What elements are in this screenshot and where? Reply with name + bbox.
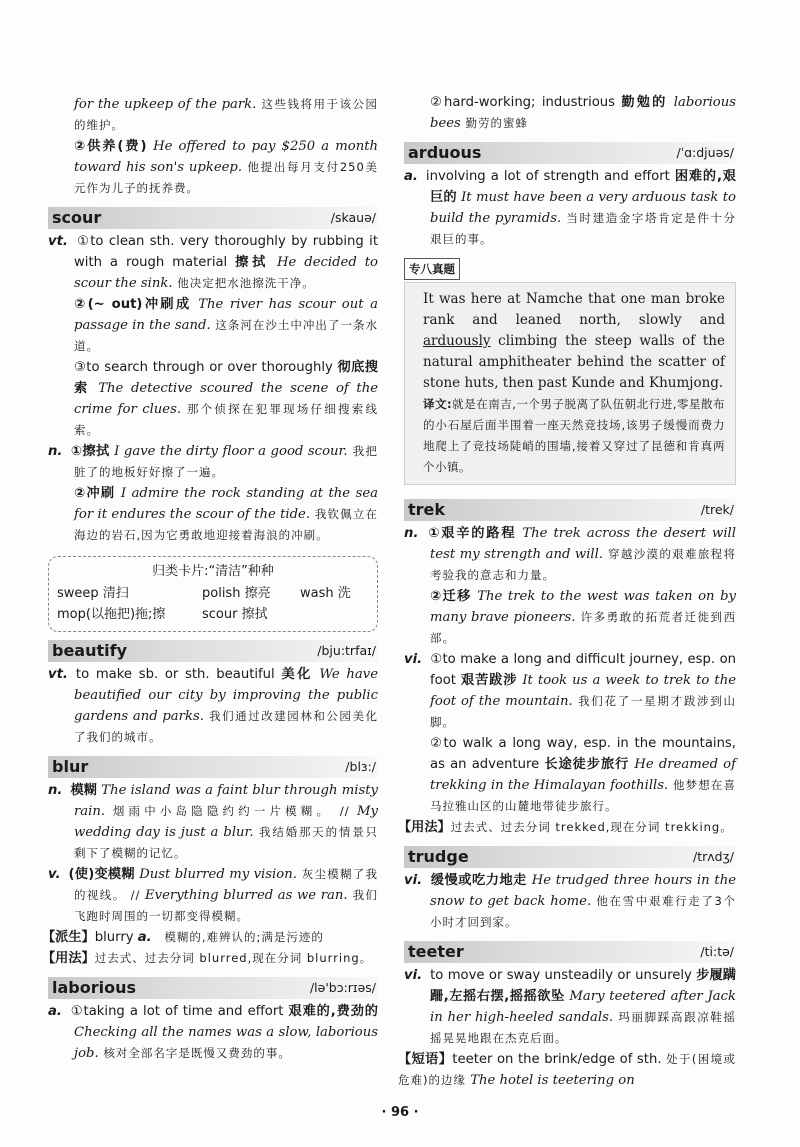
card-entry: polish 擦亮 [202, 586, 271, 601]
example: I gave the dirty floor a good scour. [109, 444, 348, 459]
part-of-speech: a. [404, 169, 418, 184]
card-entry: sweep 清扫 [57, 586, 129, 601]
phonetic: /ˈɑ:djuəs/ [676, 145, 734, 160]
phrase-label: 【短语】 [398, 1052, 453, 1067]
translation: 玛丽脚踩高跟凉鞋摇摇晃晃地跟在杰克后面。 [430, 1010, 737, 1045]
blur-verb [48, 864, 378, 927]
trek-usage [398, 817, 736, 838]
translation: 他决定把水池擦洗干净。 [172, 276, 315, 290]
sense-keyword: 步履蹒跚,左摇右摆,摇摇欲坠 [430, 968, 736, 1004]
example: The trek to the west was taken on by many brave pioneers. [430, 589, 736, 625]
translation: 这些钱将用于该公园的维护。 [74, 97, 378, 132]
teeter-phrase [398, 1049, 736, 1091]
exam-tag: 专八真题 [404, 258, 460, 280]
laborious-sense-2 [404, 92, 736, 134]
example: We have beautified our city by improving the public gardens and parks. [74, 667, 379, 724]
headword-bar-teeter [404, 941, 736, 963]
definition: involving a lot of strength and effort [425, 169, 675, 184]
card-entry: mop(以拖把)拖;擦 [57, 607, 166, 622]
trek-verb-2 [404, 733, 736, 817]
translation: 许多勇敢的拓荒者迁徙到西部。 [430, 610, 736, 645]
headword: arduous [408, 143, 482, 162]
example: Dust blurred my vision. [134, 867, 297, 882]
phrase: teeter on the brink/edge of sth. [452, 1052, 667, 1067]
translation: 他提出每月支付250美元作为儿子的抚养费。 [74, 160, 378, 195]
translation: 穿越沙漠的艰难旅程将考验我的意志和力量。 [430, 547, 736, 582]
phonetic: /ti:tə/ [700, 944, 734, 959]
example: Checking all the names was a slow, laborious job. [74, 1025, 378, 1061]
example: laborious bees [430, 95, 736, 131]
phonetic: /bju:trfaɪ/ [317, 643, 376, 658]
laborious-sense-1 [48, 1001, 378, 1064]
headword-bar-arduous [404, 142, 736, 164]
card-row [57, 604, 369, 625]
sense-keyword: 艰难的,费劲的 [288, 1004, 378, 1019]
headword: blur [52, 757, 89, 776]
translation-text: 就是在南吉,一个男子脱离了队伍朝北行进,零星散布的小石屋后面半围着一座天然竞技场,该男子缓慢而费力地爬上了竞技场陡峭的围墙,接着又穿过了昆德和肯真两个小镇。 [423, 397, 725, 474]
translation: 我结婚那天的情景只剩下了模糊的记忆。 [74, 825, 378, 860]
sense-keyword: ②迁移 [430, 589, 472, 604]
sense-keyword: 美化 [281, 667, 313, 682]
usage-text: 过去式、过去分词 trekked,现在分词 trekking。 [450, 820, 733, 834]
example: My wedding day is just a blur. [74, 804, 378, 840]
translation: 我把脏了的地板好好擦了一遍。 [74, 444, 378, 479]
part-of-speech: a. [137, 930, 152, 945]
translation: 勤劳的蜜蜂 [460, 116, 528, 130]
example: The trek across the desert will test my strength and will. [430, 526, 736, 562]
card-entry: wash 洗 [300, 586, 351, 601]
sense-keyword: ②冲刷 [74, 486, 116, 501]
phonetic: /skauə/ [330, 210, 376, 225]
translation-label: 译文: [423, 397, 453, 411]
headword-bar-scour [48, 207, 378, 229]
teeter-sense [404, 965, 736, 1049]
usage-text: 过去式、过去分词 blurred,现在分词 blurring。 [94, 951, 373, 965]
example: He decided to scour the sink. [74, 255, 378, 291]
part-of-speech: n. [404, 526, 419, 541]
scour-sense-2 [48, 294, 378, 357]
trek-verb-1 [404, 649, 736, 733]
sense-keyword: ①擦拭 [70, 444, 110, 459]
sense-keyword: ②(~ out)冲刷成 [74, 297, 192, 312]
translation: 灰尘模糊了我的视线。 // [74, 867, 378, 902]
example: The island was a faint blur through misty rain. [74, 783, 379, 819]
passage-text: climbing the steep walls of the natural amphitheater behind the scatter of stone huts, then past Kunde and Khumjong. [423, 333, 725, 391]
example: The detective scoured the scene of the crime for clues. [74, 381, 378, 417]
arduous-sense [404, 166, 736, 250]
definition: ①to make a long and difficult journey, esp. on foot [430, 652, 736, 688]
definition: ①to clean sth. very thoroughly by rubbing it with a rough material [74, 234, 378, 270]
definition: to make sb. or sth. beautiful [75, 667, 282, 682]
headword-bar-laborious [48, 977, 378, 999]
translation: 我们飞跑时周围的一切都变得模糊。 [74, 888, 379, 923]
headword-bar-blur [48, 756, 378, 778]
exam-passage-box [404, 282, 736, 485]
sense-keyword: 勤勉的 [621, 95, 668, 110]
sense-keyword: 彻底搜索 [74, 360, 378, 396]
example: He dreamed of trekking in the Himalayan foothills. [430, 757, 736, 793]
example: Mary teetered after Jack in her high-heeled sandals. [430, 989, 736, 1025]
headword: beautify [52, 641, 128, 660]
usage-label: 【用法】 [42, 951, 95, 966]
derivative-label: 【派生】 [42, 930, 95, 945]
headword-bar-trudge [404, 846, 736, 868]
example: Everything blurred as we ran. [140, 888, 348, 903]
category-card [48, 556, 378, 632]
trek-noun-2 [404, 586, 736, 649]
passage-translation [423, 394, 725, 478]
translation: 模糊的,难辨认的;满是污迹的 [159, 930, 324, 944]
beautify-sense [48, 664, 378, 748]
translation: 他在雪中艰难行走了3个小时才回到家。 [430, 894, 736, 929]
trek-noun-1 [404, 523, 736, 586]
part-of-speech: vt. [48, 234, 68, 249]
example: The hotel is teetering on [466, 1073, 635, 1088]
translation: 我钦佩立在海边的岩石,因为它勇敢地迎接着海浪的冲刷。 [74, 507, 378, 542]
blur-derivative [42, 927, 378, 948]
part-of-speech: vi. [404, 652, 423, 667]
phonetic: /trek/ [700, 502, 734, 517]
derivative-word: blurry [94, 930, 138, 945]
definition: ③to search through or over thoroughly [74, 360, 338, 375]
phonetic: /blɜ:/ [345, 759, 376, 774]
upkeep-continuation [48, 94, 378, 136]
sense-keyword: 困难的,艰巨的 [430, 169, 736, 205]
translation: 处于(困境或危难)的边缘 [398, 1052, 736, 1087]
part-of-speech: vi. [404, 873, 423, 888]
headword: trudge [408, 847, 469, 866]
translation: 他梦想在喜马拉雅山区的山麓地带徒步旅行。 [430, 778, 736, 813]
blur-noun [48, 780, 378, 864]
usage-label: 【用法】 [398, 820, 451, 835]
translation: 核对全部名字是既慢又费劲的事。 [98, 1046, 291, 1060]
trudge-sense [404, 870, 736, 933]
sense-keyword: 缓慢或吃力地走 [430, 873, 527, 888]
scour-sense-1 [48, 231, 378, 294]
phonetic: /trʌdʒ/ [692, 849, 734, 864]
sense-keyword: 擦拭 [235, 255, 270, 270]
example: The river has scour out a passage in the sand. [74, 297, 378, 333]
headword-bar-beautify [48, 640, 378, 662]
headword: trek [408, 500, 446, 519]
right-column [398, 0, 737, 1091]
part-of-speech: n. [48, 783, 63, 798]
scour-noun-1 [48, 441, 378, 483]
scour-noun-2 [48, 483, 378, 546]
left-column [42, 0, 379, 1064]
example: He trudged three hours in the snow to get back home. [430, 873, 736, 909]
card-row [57, 583, 369, 604]
card-entry: scour 擦拭 [202, 607, 268, 622]
passage-text: It was here at Namche that one man broke rank and leaned north, slowly and [423, 291, 725, 328]
definition: to move or sway unsteadily or unsurely [430, 968, 697, 983]
sense-keyword: 长途徒步旅行 [544, 757, 630, 772]
translation: 我们通过改建园林和公园美化了我们的城市。 [74, 709, 378, 744]
sense-keyword: ②供养(费) [74, 139, 154, 154]
headword: teeter [408, 942, 464, 961]
upkeep-sense-2 [48, 136, 378, 199]
sense-keyword: ①艰辛的路程 [426, 526, 517, 541]
part-of-speech: vi. [404, 968, 423, 983]
scour-sense-3 [48, 357, 378, 441]
translation: 当时建造金字塔肯定是件十分艰巨的事。 [430, 211, 737, 246]
sense-keyword: 模糊 [70, 783, 98, 798]
part-of-speech: n. [48, 444, 63, 459]
example: for the upkeep of the park. [74, 97, 257, 112]
sense-keyword: 艰苦跋涉 [461, 673, 518, 688]
blur-usage [42, 948, 378, 969]
translation: 这条河在沙土中冲出了一条水道。 [74, 318, 378, 353]
part-of-speech: v. [48, 867, 61, 882]
example: It took us a week to trek to the foot of the mountain. [430, 673, 737, 709]
headword-bar-trek [404, 499, 736, 521]
headword: scour [52, 208, 102, 227]
exam-passage [423, 289, 725, 394]
part-of-speech: vt. [48, 667, 68, 682]
passage-highlight: arduously [423, 333, 491, 349]
translation: 我们花了一星期才跋涉到山脚。 [430, 694, 736, 729]
card-title: 归类卡片:“清洁”种种 [152, 564, 274, 579]
page-number: · 96 · [381, 1105, 419, 1120]
translation: 那个侦探在犯罪现场仔细搜索线索。 [74, 402, 378, 437]
example: He offered to pay $250 a month toward his son's upkeep. [74, 139, 378, 175]
definition: ②to walk a long way, esp. in the mountains, as an adventure [430, 736, 736, 772]
example: I admire the rock standing at the sea for it endures the scour of the tide. [74, 486, 378, 522]
example: It must have been a very arduous task to build the pyramids. [430, 190, 737, 226]
translation: 烟雨中小岛隐隐约约一片模糊。 // [105, 804, 350, 818]
definition: ①taking a lot of time and effort [69, 1004, 289, 1019]
phonetic: /lə'bɔ:rɪəs/ [309, 980, 376, 995]
headword: laborious [52, 978, 137, 997]
definition: ②hard-working; industrious [430, 95, 622, 110]
part-of-speech: a. [48, 1004, 62, 1019]
sense-keyword: (使)变模糊 [68, 867, 135, 882]
